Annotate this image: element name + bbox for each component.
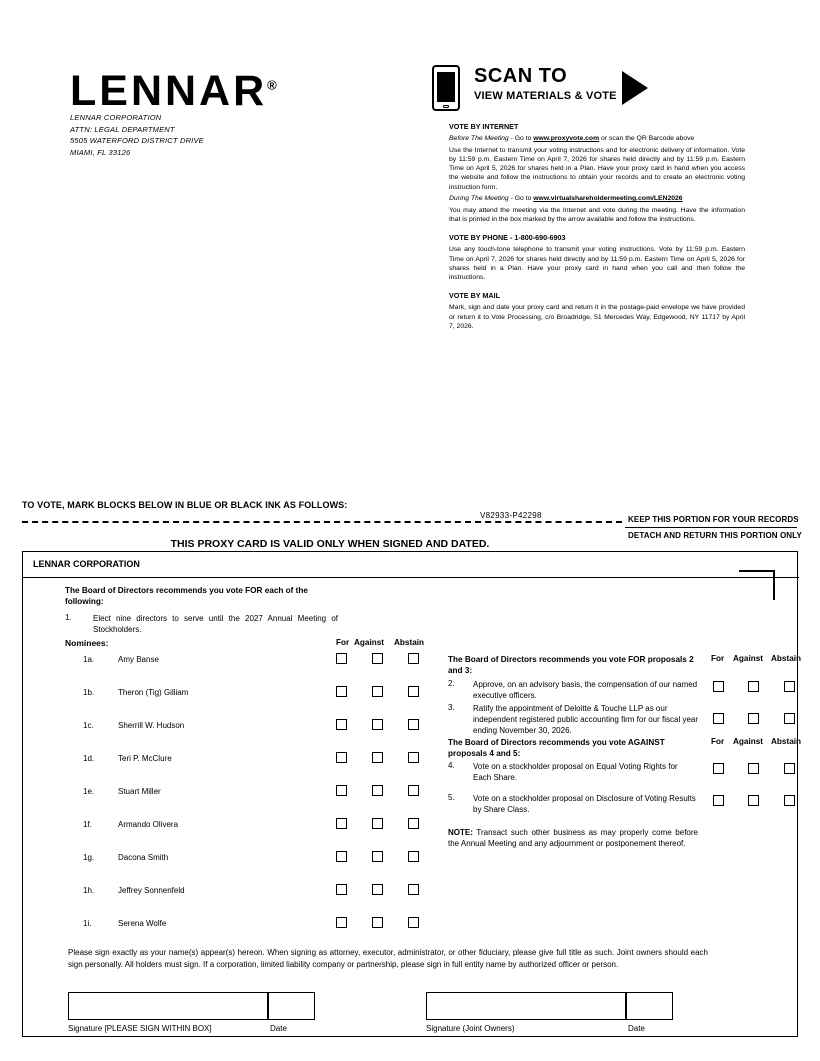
company-address [70, 112, 204, 159]
nominee-name: Theron (Tig) Gilliam [118, 688, 189, 697]
recommendation-for-directors: The Board of Directors recommends you vote FOR each of the following: [65, 586, 308, 607]
vote-checkbox-abstain[interactable] [408, 884, 419, 895]
proposal-2-checkbox-for[interactable] [713, 681, 724, 692]
note-label: NOTE: [448, 828, 473, 837]
vote-checkbox-against[interactable] [372, 752, 383, 763]
proposal-3-checkbox-abstain[interactable] [784, 713, 795, 724]
column-header-for-right-1: For [711, 654, 725, 663]
card-company-title: LENNAR CORPORATION [33, 559, 140, 569]
vote-by-mail-title: VOTE BY MAIL [449, 291, 500, 301]
note-body: Transact such other business as may properly come before the Annual Meeting and any adjournment or postponement thereof. [448, 828, 698, 849]
signature-label-2: Signature (Joint Owners) [426, 1024, 515, 1033]
nominee-name: Armando Olivera [118, 820, 179, 829]
before-meeting-tail: or scan the QR Barcode above [599, 135, 695, 143]
vote-mail-body: Mark, sign and date your proxy card and return it in the postage-paid envelope we have provided or return it to Vote Processing, c/o Broadridge, 51 Mercedes Way, Edgewood, NY 11717 by April 7, 2026. [449, 304, 745, 330]
nominee-ref: 1a. [83, 655, 95, 664]
proposal-text: Ratify the appointment of Deloitte & Touche LLP as our independent registered public accounting firm for our fiscal year ending November 30, 2026. [473, 704, 699, 736]
phone-screen [437, 72, 455, 102]
proposal-4-checkbox-for[interactable] [713, 763, 724, 774]
vote-checkbox-against[interactable] [372, 851, 383, 862]
scan-to-vote-banner [432, 65, 672, 120]
proposal-number: 5. [448, 793, 455, 802]
address-line: MIAMI, FL 33126 [70, 147, 131, 157]
nominee-ref: 1d. [83, 754, 95, 763]
item-1-number: 1. [65, 613, 72, 622]
scan-headline: SCAN TO [474, 65, 568, 87]
proposal-text: Approve, on an advisory basis, the compensation of our named executive officers. [473, 680, 698, 701]
during-meeting-label: During The Meeting [449, 195, 509, 203]
column-header-against-right-1: Against [733, 654, 764, 663]
proposal-number: 3. [448, 703, 455, 712]
valid-when-signed-notice: THIS PROXY CARD IS VALID ONLY WHEN SIGNED AND DATED. [170, 538, 490, 550]
vote-internet-before-line [449, 134, 745, 143]
vote-checkbox-against[interactable] [372, 917, 383, 928]
vote-checkbox-against[interactable] [372, 719, 383, 730]
virtual-meeting-link[interactable]: www.virtualshareholdermeeting.com/LEN2026 [533, 195, 683, 203]
during-meeting-line [449, 194, 745, 203]
vote-checkbox-for[interactable] [336, 653, 347, 664]
date-field-1[interactable] [268, 992, 315, 1020]
during-meeting-body: You may attend the meeting via the Internet and vote during the meeting. Have the information that is printed in the box marked by the arrow available and follow the instructions. [449, 206, 745, 224]
proposal-number: 2. [448, 679, 455, 688]
before-meeting-rest: - Go to [508, 135, 534, 143]
vote-checkbox-for[interactable] [336, 884, 347, 895]
vote-phone-body: Use any touch-tone telephone to transmit your voting instructions. Vote by 11:59 p.m. Eastern Time on April 7, 2026 for shares held directly and by 11:59 p.m. Eastern Time on April 5, 2026 for shares held in a Plan. Have your proxy card in hand when you call and then follow the instructions. [449, 246, 745, 281]
vote-checkbox-for[interactable] [336, 917, 347, 928]
vote-checkbox-against[interactable] [372, 818, 383, 829]
nominee-name: Sherrill W. Hudson [118, 721, 185, 730]
proposal-2-checkbox-against[interactable] [748, 681, 759, 692]
vote-checkbox-abstain[interactable] [408, 851, 419, 862]
vote-checkbox-against[interactable] [372, 653, 383, 664]
vote-checkbox-for[interactable] [336, 818, 347, 829]
voting-instructions [449, 122, 745, 331]
nominee-ref: 1b. [83, 688, 95, 697]
column-header-abstain-right-2: Abstain [771, 737, 802, 746]
signature-field-1[interactable] [68, 992, 268, 1020]
vote-by-phone-title: VOTE BY PHONE - 1-800-690-6903 [449, 233, 566, 243]
address-line: 5505 WATERFORD DISTRICT DRIVE [70, 136, 204, 146]
proxyvote-link[interactable]: www.proxyvote.com [533, 135, 600, 143]
card-divider [23, 577, 799, 578]
vote-checkbox-abstain[interactable] [408, 653, 419, 664]
column-header-abstain-right-1: Abstain [771, 654, 802, 663]
signature-instructions: Please sign exactly as your name(s) appear(s) hereon. When signing as attorney, executor, administrator, or other fiduciary, please give full title as such. Joint owners should each sign personally. All holders must sign. If a corporation, limited liability company or partnership, please sign in full entity name by authorized officer or person. [68, 948, 708, 969]
vote-by-internet-title: VOTE BY INTERNET [449, 122, 519, 131]
phone-home-button [443, 105, 449, 108]
vote-internet-body: Use the Internet to transmit your voting instructions and for electronic delivery of information. Vote by 11:59 p.m. Eastern Time on April 7, 2026 for shares held directly and by 11:59 p.m. Eastern Time on April 5, 2026 for shares held in a Plan. Have your proxy card in hand when you access the website and follow the instructions to obtain your records and to create an electronic voting instruction form. [449, 146, 745, 191]
vote-checkbox-for[interactable] [336, 851, 347, 862]
nominee-name: Amy Banse [118, 655, 159, 664]
proposal-4-checkbox-against[interactable] [748, 763, 759, 774]
keep-portion-label: KEEP THIS PORTION FOR YOUR RECORDS [628, 515, 799, 524]
date-label-2: Date [628, 1024, 645, 1033]
proposal-text: Vote on a stockholder proposal on Equal Voting Rights for Each Share. [473, 762, 678, 783]
proposal-text: Vote on a stockholder proposal on Disclosure of Voting Results by Share Class. [473, 794, 696, 815]
recommendation-for-2-3: The Board of Directors recommends you vote FOR proposals 2 and 3: [448, 655, 694, 676]
address-line: ATTN: LEGAL DEPARTMENT [70, 124, 175, 134]
column-header-for-right-2: For [711, 737, 725, 746]
item-1-text: Elect nine directors to serve until the 2027 Annual Meeting of Stockholders. [93, 614, 338, 635]
control-number-box-marker [739, 570, 775, 600]
logo-text: LENNAR [70, 67, 268, 115]
nominee-name: Jeffrey Sonnenfeld [118, 886, 185, 895]
signature-field-2[interactable] [426, 992, 626, 1020]
scan-subheadline: VIEW MATERIALS & VOTE [474, 90, 617, 102]
vote-checkbox-abstain[interactable] [408, 917, 419, 928]
vote-checkbox-abstain[interactable] [408, 719, 419, 730]
column-header-for: For [336, 638, 350, 647]
nominee-name: Dacona Smith [118, 853, 169, 862]
vote-checkbox-abstain[interactable] [408, 785, 419, 796]
nominee-name: Teri P. McClure [118, 754, 172, 763]
address-line: LENNAR CORPORATION [70, 113, 162, 122]
registered-mark: ® [267, 77, 277, 93]
vote-checkbox-abstain[interactable] [408, 818, 419, 829]
vote-checkbox-against[interactable] [372, 785, 383, 796]
scan-text [474, 66, 617, 102]
vote-checkbox-abstain[interactable] [408, 752, 419, 763]
proposal-5-checkbox-against[interactable] [748, 795, 759, 806]
vote-checkbox-for[interactable] [336, 686, 347, 697]
proposal-5-checkbox-for[interactable] [713, 795, 724, 806]
proposal-5-checkbox-abstain[interactable] [784, 795, 795, 806]
date-field-2[interactable] [626, 992, 673, 1020]
before-meeting-label: Before The Meeting [449, 135, 509, 143]
header-section [0, 60, 820, 330]
vote-checkbox-abstain[interactable] [408, 686, 419, 697]
lennar-logo [70, 67, 277, 115]
proposal-3-checkbox-against[interactable] [748, 713, 759, 724]
perforation-line [22, 521, 622, 523]
mark-blocks-instruction: TO VOTE, MARK BLOCKS BELOW IN BLUE OR BLACK INK AS FOLLOWS: [22, 500, 348, 510]
vote-checkbox-against[interactable] [372, 884, 383, 895]
signature-label-1: Signature [PLEASE SIGN WITHIN BOX] [68, 1024, 212, 1033]
nominee-ref: 1c. [83, 721, 94, 730]
vote-checkbox-against[interactable] [372, 686, 383, 697]
note-text-block [448, 827, 698, 849]
proposal-2-checkbox-abstain[interactable] [784, 681, 795, 692]
nominee-ref: 1g. [83, 853, 95, 862]
proxy-card [22, 551, 802, 1037]
divider [625, 527, 797, 528]
column-header-abstain: Abstain [394, 638, 425, 647]
proposal-3-checkbox-for[interactable] [713, 713, 724, 724]
vote-checkbox-for[interactable] [336, 719, 347, 730]
nominees-label: Nominees: [65, 638, 109, 648]
proposal-number: 4. [448, 761, 455, 770]
mobile-phone-icon [432, 65, 460, 111]
column-header-against-right-2: Against [733, 737, 764, 746]
nominee-name: Serena Wolfe [118, 919, 167, 928]
vote-checkbox-for[interactable] [336, 752, 347, 763]
column-header-against: Against [354, 638, 385, 647]
detach-return-label: DETACH AND RETURN THIS PORTION ONLY [628, 531, 802, 540]
vote-checkbox-for[interactable] [336, 785, 347, 796]
play-arrow-icon [622, 71, 648, 105]
nominee-ref: 1e. [83, 787, 95, 796]
proposal-4-checkbox-abstain[interactable] [784, 763, 795, 774]
nominee-ref: 1f. [83, 820, 92, 829]
nominee-name: Stuart Miller [118, 787, 161, 796]
during-meeting-rest: - Go to [508, 195, 534, 203]
nominee-ref: 1h. [83, 886, 95, 895]
date-label-1: Date [270, 1024, 287, 1033]
nominee-ref: 1i. [83, 919, 92, 928]
control-number: V82933-P42298 [480, 511, 542, 520]
recommendation-against-4-5: The Board of Directors recommends you vote AGAINST proposals 4 and 5: [448, 738, 665, 759]
